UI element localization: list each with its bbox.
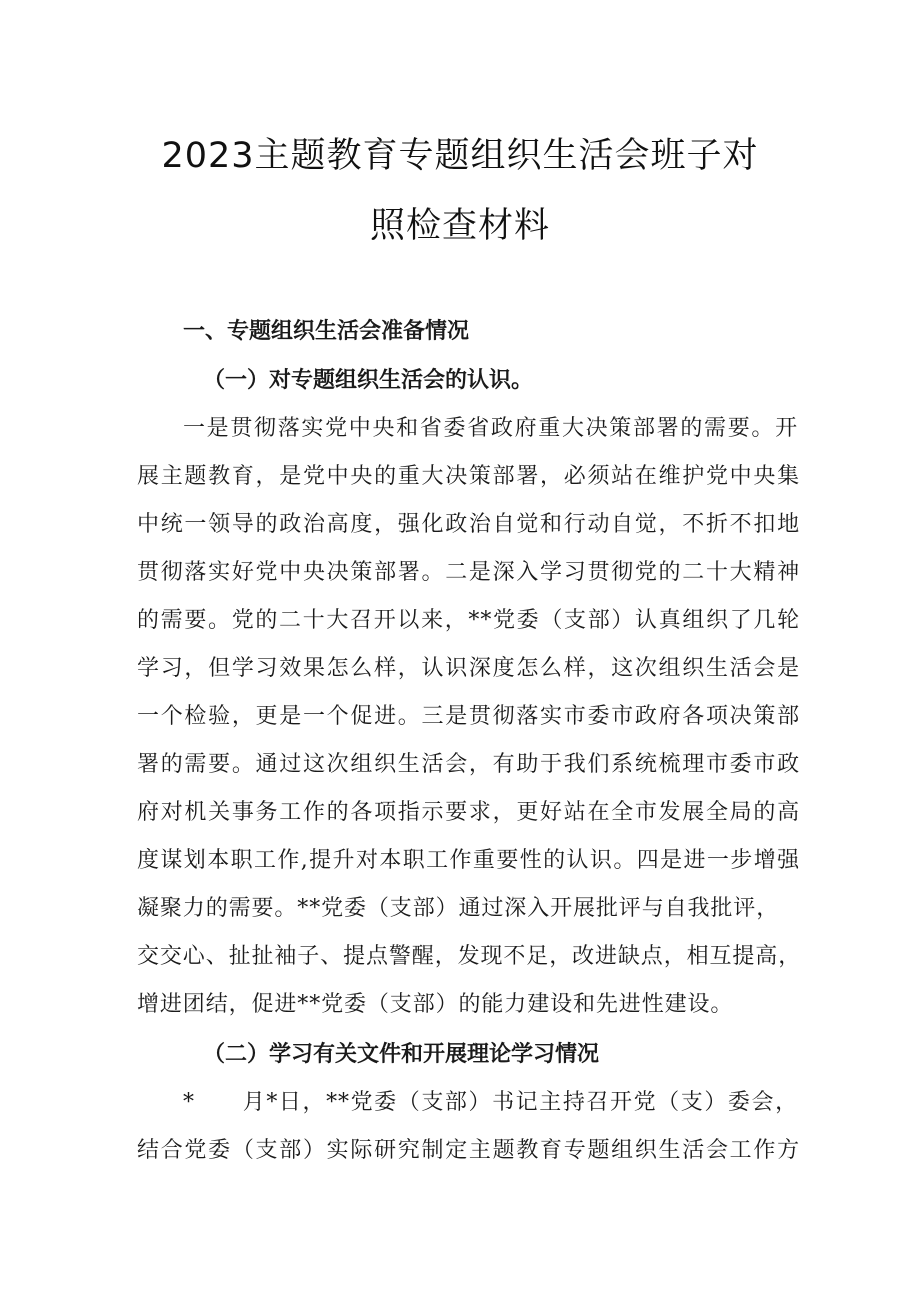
- paragraph-1-line-6: 学习，但学习效果怎么样，认识深度怎么样，这次组织生活会是: [137, 656, 800, 681]
- document-title-line-1: 2023主题教育专题组织生活会班子对: [161, 136, 759, 176]
- document-title-line-2: 照检查材料: [369, 206, 550, 246]
- subsection-2-heading: （二）学习有关文件和开展理论学习情况: [203, 1042, 600, 1067]
- paragraph-1-line-7: 一个检验，更是一个促进。三是贯彻落实市委市政府各项决策部: [137, 704, 800, 729]
- paragraph-2-line-1: * 月*日，**党委（支部）书记主持召开党（支）委会，: [183, 1090, 798, 1115]
- paragraph-1-line-2: 展主题教育，是党中央的重大决策部署，必须站在维护党中央集: [137, 464, 800, 489]
- subsection-1-heading: （一）对专题组织生活会的认识。: [203, 368, 534, 393]
- paragraph-1-line-13: 增进团结，促进**党委（支部）的能力建设和先进性建设。: [137, 992, 734, 1017]
- paragraph-1-line-5: 的需要。党的二十大召开以来，**党委（支部）认真组织了几轮: [137, 608, 800, 633]
- paragraph-1-line-11: 凝聚力的需要。**党委（支部）通过深入开展批评与自我批评，: [137, 896, 780, 921]
- section-1-heading: 一、专题组织生活会准备情况: [183, 319, 470, 344]
- paragraph-1-line-1: 一是贯彻落实党中央和省委省政府重大决策部署的需要。开: [183, 416, 798, 441]
- paragraph-1-line-9: 府对机关事务工作的各项指示要求，更好站在全市发展全局的高: [137, 800, 800, 825]
- paragraph-1-line-8: 署的需要。通过这次组织生活会，有助于我们系统梳理市委市政: [137, 752, 800, 777]
- paragraph-1-line-3: 中统一领导的政治高度，强化政治自觉和行动自觉，不折不扣地: [137, 512, 800, 537]
- paragraph-1-line-10: 度谋划本职工作,提升对本职工作重要性的认识。四是进一步增强: [137, 848, 800, 873]
- paragraph-2-line-2: 结合党委（支部）实际研究制定主题教育专题组织生活会工作方: [137, 1138, 800, 1163]
- paragraph-1-line-12: 交交心、扯扯袖子、提点警醒，发现不足，改进缺点，相互提高，: [137, 944, 802, 969]
- paragraph-1-line-4: 贯彻落实好党中央决策部署。二是深入学习贯彻党的二十大精神: [137, 560, 800, 585]
